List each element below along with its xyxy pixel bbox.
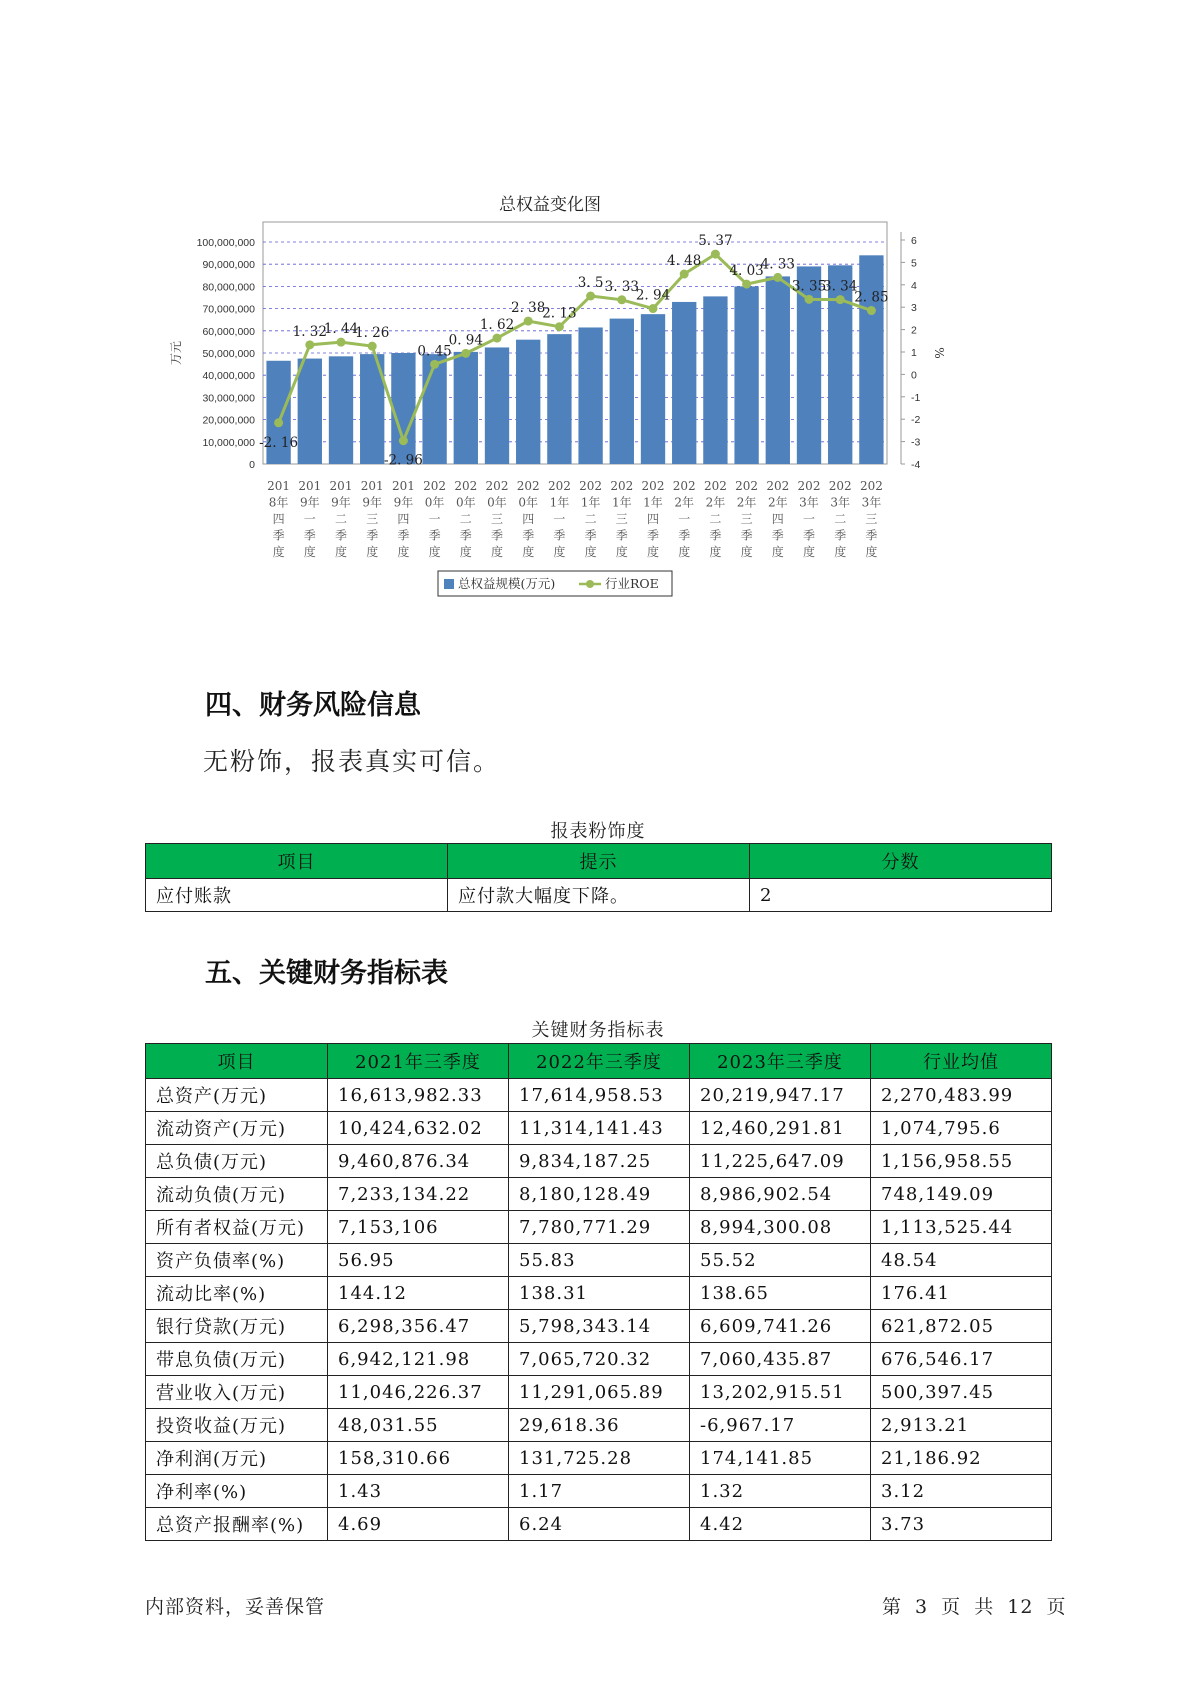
x-tick-label: 0年: [487, 495, 507, 510]
bar: [454, 352, 478, 464]
x-tick-label: 3年: [830, 495, 851, 510]
table-cell: 676,546.17: [871, 1343, 1052, 1376]
x-tick-label: 一: [678, 512, 691, 526]
table-cell: 总负债(万元): [146, 1145, 328, 1178]
bar: [422, 354, 446, 464]
table-cell: 1.43: [328, 1475, 509, 1508]
x-tick-label: 季: [397, 528, 410, 543]
y2-tick-label: 6: [911, 235, 917, 247]
y2-tick-label: 4: [911, 279, 917, 292]
y-tick-label: 90,000,000: [202, 259, 255, 272]
table-cell: 6,609,741.26: [690, 1310, 871, 1343]
roe-data-label: 3. 33: [604, 278, 639, 295]
x-tick-label: 季: [334, 528, 348, 543]
x-tick-label: 9年: [299, 495, 320, 510]
roe-point: [524, 317, 533, 326]
equity-chart: [150, 190, 950, 660]
table-cell: 748,149.09: [871, 1178, 1052, 1211]
table-caption-key-indicators: 关键财务指标表: [531, 1020, 665, 1041]
roe-data-label: -2. 96: [383, 452, 423, 469]
roe-data-label: 5. 37: [698, 233, 733, 250]
table-cell: 银行贷款(万元): [146, 1310, 328, 1343]
table-cell: 29,618.36: [509, 1409, 690, 1442]
table-cell: 8,180,128.49: [509, 1178, 690, 1211]
table-header-cell: 2022年三季度: [509, 1044, 690, 1079]
table-header-cell: 行业均值: [871, 1044, 1052, 1079]
x-tick-label: 202: [485, 479, 509, 493]
y2-tick-label: 3: [911, 302, 917, 315]
section-heading-financial-risk: 四、财务风险信息: [205, 690, 421, 721]
table-cell: 16,613,982.33: [328, 1079, 509, 1112]
x-tick-label: 1年: [643, 495, 663, 510]
x-tick-label: 季: [771, 528, 784, 543]
table-cell: 1,074,795.6: [871, 1112, 1052, 1145]
roe-point: [836, 295, 845, 304]
bar: [578, 327, 602, 464]
table-cell: 2: [750, 879, 1052, 912]
x-tick-label: 季: [522, 528, 535, 543]
x-tick-label: 202: [703, 479, 727, 493]
table-cell: 1.17: [509, 1475, 690, 1508]
roe-point: [274, 418, 283, 427]
x-tick-label: 四: [522, 512, 535, 526]
x-tick-label: 度: [272, 545, 285, 559]
x-tick-label: 1年: [611, 495, 632, 510]
roe-data-label: 1. 26: [355, 325, 390, 342]
key-indicators-table: [145, 1043, 1052, 1541]
table-cell: 17,614,958.53: [509, 1079, 690, 1112]
roe-data-label: 2. 94: [635, 287, 671, 304]
x-tick-label: 季: [678, 528, 691, 543]
y2-tick-label: 2: [911, 324, 917, 337]
x-tick-label: 季: [459, 528, 472, 543]
table-row: [146, 1376, 1052, 1409]
table-cell: 6,298,356.47: [328, 1310, 509, 1343]
x-tick-label: 季: [272, 528, 285, 543]
x-tick-label: 季: [428, 528, 441, 543]
table-row: [146, 1277, 1052, 1310]
roe-data-label: 2. 13: [542, 305, 577, 322]
x-tick-label: 0年: [518, 495, 539, 510]
y2-axis-label: %: [932, 347, 946, 359]
y-tick-label: 70,000,000: [202, 303, 255, 316]
x-tick-label: 2年: [705, 495, 726, 510]
x-tick-label: 三: [740, 512, 753, 526]
table-cell: 11,314,141.43: [509, 1112, 690, 1145]
roe-point: [742, 280, 751, 289]
x-tick-label: 1年: [580, 495, 601, 510]
table-cell: 1.32: [690, 1475, 871, 1508]
x-tick-label: 3年: [861, 495, 882, 510]
x-tick-label: 季: [865, 528, 878, 543]
table-cell: 4.69: [328, 1508, 509, 1541]
table-cell: 138.31: [509, 1277, 690, 1310]
table-caption-window-dressing: 报表粉饰度: [550, 821, 646, 842]
table-row: [146, 1310, 1052, 1343]
bar: [734, 286, 758, 464]
legend-bar-swatch: [444, 579, 454, 589]
table-header-cell: 项目: [146, 844, 448, 879]
y2-tick-label: -2: [911, 414, 921, 427]
table-cell: 144.12: [328, 1277, 509, 1310]
roe-point: [867, 306, 876, 315]
table-row: [146, 1244, 1052, 1277]
x-tick-label: 201: [267, 479, 291, 493]
table-row: [146, 1409, 1052, 1442]
roe-data-label: 4. 48: [667, 253, 702, 270]
x-tick-label: 201: [360, 479, 384, 493]
x-tick-label: 一: [553, 512, 566, 526]
x-tick-label: 二: [709, 512, 722, 526]
table-cell: 158,310.66: [328, 1442, 509, 1475]
y-tick-label: 10,000,000: [202, 436, 255, 449]
table-cell: 4.42: [690, 1508, 871, 1541]
footer-page-number: 第 3 页 共 12 页: [882, 1596, 1067, 1618]
roe-data-label: 1. 44: [323, 321, 359, 338]
x-tick-label: 度: [678, 545, 691, 559]
bar: [766, 276, 790, 464]
x-tick-label: 201: [298, 479, 322, 493]
roe-data-label: 3. 35: [791, 278, 827, 295]
x-tick-label: 度: [366, 545, 379, 559]
y2-tick-label: -1: [911, 391, 921, 404]
table-row: [146, 1343, 1052, 1376]
x-tick-label: 202: [579, 479, 603, 493]
table-cell: 8,994,300.08: [690, 1211, 871, 1244]
table-cell: 净利率(%): [146, 1475, 328, 1508]
table-cell: 9,834,187.25: [509, 1145, 690, 1178]
table-header-cell: 项目: [146, 1044, 328, 1079]
roe-point: [586, 292, 595, 301]
x-tick-label: 季: [740, 528, 753, 543]
x-tick-label: 度: [303, 545, 316, 559]
table-row: [146, 1475, 1052, 1508]
x-tick-label: 202: [516, 479, 540, 493]
table-cell: 流动资产(万元): [146, 1112, 328, 1145]
table-cell: 带息负债(万元): [146, 1343, 328, 1376]
x-tick-label: 四: [397, 512, 410, 526]
x-tick-label: 202: [735, 479, 759, 493]
roe-data-label: 4. 33: [760, 256, 795, 273]
roe-point: [711, 250, 720, 259]
roe-data-label: 1. 62: [479, 317, 515, 334]
roe-point: [680, 270, 689, 279]
x-tick-label: 一: [428, 512, 441, 526]
table-cell: 7,233,134.22: [328, 1178, 509, 1211]
table-cell: 8,986,902.54: [690, 1178, 871, 1211]
roe-point: [649, 304, 658, 313]
table-cell: 11,046,226.37: [328, 1376, 509, 1409]
footer-confidential: 内部资料，妥善保管: [145, 1596, 326, 1618]
legend-label-equity: 总权益规模(万元): [458, 576, 556, 591]
x-tick-label: 三: [366, 512, 379, 526]
x-tick-label: 202: [454, 479, 478, 493]
roe-data-label: -2. 16: [259, 434, 299, 451]
x-tick-label: 度: [459, 545, 472, 559]
roe-point: [461, 349, 470, 358]
x-tick-label: 二: [584, 512, 597, 526]
bar: [672, 302, 696, 464]
table-cell: 营业收入(万元): [146, 1376, 328, 1409]
x-tick-label: 度: [490, 545, 504, 559]
table-cell: 7,060,435.87: [690, 1343, 871, 1376]
roe-point: [430, 360, 439, 369]
table-cell: 174,141.85: [690, 1442, 871, 1475]
table-row: [146, 1442, 1052, 1475]
roe-data-label: 1. 32: [292, 323, 327, 340]
x-tick-label: 度: [397, 545, 410, 559]
roe-point: [805, 295, 814, 304]
y2-tick-label: 0: [911, 369, 917, 382]
x-tick-label: 一: [303, 512, 316, 526]
table-cell: 10,424,632.02: [328, 1112, 509, 1145]
table-cell: 所有者权益(万元): [146, 1211, 328, 1244]
table-row: [146, 1112, 1052, 1145]
table-cell: 12,460,291.81: [690, 1112, 871, 1145]
x-tick-label: 202: [547, 479, 571, 493]
roe-point: [617, 295, 626, 304]
table-cell: 总资产报酬率(%): [146, 1508, 328, 1541]
section-heading-key-indicators: 五、关键财务指标表: [205, 958, 448, 989]
y-tick-label: 0: [249, 459, 255, 471]
roe-point: [337, 338, 346, 347]
table-cell: 6.24: [509, 1508, 690, 1541]
table-cell: 应付款大幅度下降。: [448, 879, 750, 912]
table-cell: 资产负债率(%): [146, 1244, 328, 1277]
table-cell: 1,156,958.55: [871, 1145, 1052, 1178]
table-cell: 131,725.28: [509, 1442, 690, 1475]
x-tick-label: 二: [334, 512, 348, 526]
table-cell: 621,872.05: [871, 1310, 1052, 1343]
x-tick-label: 度: [522, 545, 535, 559]
x-tick-label: 202: [859, 479, 883, 493]
table-cell: 11,225,647.09: [690, 1145, 871, 1178]
y-tick-label: 80,000,000: [202, 281, 255, 294]
roe-data-label: 0. 94: [448, 332, 483, 349]
table-header-cell: 提示: [448, 844, 750, 879]
x-tick-label: 度: [584, 545, 597, 559]
x-tick-label: 度: [771, 545, 784, 559]
table-cell: 2,913.21: [871, 1409, 1052, 1442]
table-cell: 176.41: [871, 1277, 1052, 1310]
x-tick-label: 季: [709, 528, 722, 543]
table-header-cell: 2023年三季度: [690, 1044, 871, 1079]
x-tick-label: 度: [709, 545, 722, 559]
x-tick-label: 度: [428, 545, 441, 559]
table-cell: 7,065,720.32: [509, 1343, 690, 1376]
table-cell: 55.83: [509, 1244, 690, 1277]
x-tick-label: 9年: [331, 495, 351, 510]
x-tick-label: 三: [865, 512, 878, 526]
y-tick-label: 50,000,000: [202, 348, 255, 360]
x-tick-label: 四: [272, 512, 285, 526]
x-tick-label: 度: [740, 545, 753, 559]
roe-data-label: 3. 5: [577, 275, 604, 291]
table-header-cell: 分数: [750, 844, 1052, 879]
table-cell: 20,219,947.17: [690, 1079, 871, 1112]
legend-point-swatch: [586, 580, 594, 588]
table-cell: 5,798,343.14: [509, 1310, 690, 1343]
y-tick-label: 40,000,000: [202, 370, 255, 383]
bar: [391, 353, 415, 464]
table-cell: 13,202,915.51: [690, 1376, 871, 1409]
y2-tick-label: -4: [911, 459, 921, 471]
table-cell: 55.52: [690, 1244, 871, 1277]
roe-data-label: 2. 85: [854, 289, 889, 306]
x-tick-label: 季: [584, 528, 597, 543]
x-tick-label: 9年: [393, 495, 414, 510]
roe-point: [368, 342, 377, 351]
table-row: [146, 1508, 1052, 1541]
x-tick-label: 202: [423, 479, 447, 493]
x-tick-label: 三: [490, 512, 504, 526]
x-tick-label: 202: [672, 479, 696, 493]
table-row: [146, 1145, 1052, 1178]
x-tick-label: 季: [553, 528, 566, 543]
x-tick-label: 度: [802, 545, 816, 559]
y-tick-label: 100,000,000: [196, 237, 255, 249]
table-cell: 3.12: [871, 1475, 1052, 1508]
x-tick-label: 季: [615, 528, 628, 543]
roe-data-label: 4. 03: [729, 263, 764, 280]
x-tick-label: 三: [615, 512, 628, 526]
y2-tick-label: 5: [911, 257, 917, 270]
x-tick-label: 2年: [767, 495, 788, 510]
roe-point: [493, 334, 502, 343]
bar: [547, 334, 571, 464]
x-tick-label: 2年: [736, 495, 757, 510]
chart-svg: [150, 190, 950, 660]
table-cell: 应付账款: [146, 879, 448, 912]
table-header-cell: 2021年三季度: [328, 1044, 509, 1079]
x-tick-label: 二: [834, 512, 847, 526]
table-cell: 流动负债(万元): [146, 1178, 328, 1211]
bar: [859, 255, 883, 464]
roe-data-label: 2. 38: [511, 300, 546, 317]
y-tick-label: 30,000,000: [202, 392, 255, 405]
y2-tick-label: -3: [911, 436, 921, 449]
x-tick-label: 202: [766, 479, 790, 493]
table-cell: 11,291,065.89: [509, 1376, 690, 1409]
table-cell: 500,397.45: [871, 1376, 1052, 1409]
bar: [516, 340, 540, 464]
table-cell: 6,942,121.98: [328, 1343, 509, 1376]
x-tick-label: 季: [802, 528, 816, 543]
x-tick-label: 度: [646, 545, 660, 559]
x-tick-label: 2年: [674, 495, 695, 510]
x-tick-label: 季: [303, 528, 316, 543]
bar: [610, 319, 634, 464]
table-cell: 7,153,106: [328, 1211, 509, 1244]
table-cell: 净利润(万元): [146, 1442, 328, 1475]
financial-risk-text: 无粉饰，报表真实可信。: [203, 747, 501, 776]
x-tick-label: 0年: [424, 495, 445, 510]
bar: [298, 359, 322, 464]
x-tick-label: 202: [797, 479, 821, 493]
x-tick-label: 1年: [549, 495, 570, 510]
table-cell: 投资收益(万元): [146, 1409, 328, 1442]
bar: [329, 356, 353, 464]
roe-data-label: 0. 45: [417, 343, 452, 360]
x-tick-label: 度: [834, 545, 847, 559]
bar: [485, 347, 509, 464]
table-cell: 流动比率(%): [146, 1277, 328, 1310]
x-tick-label: 度: [865, 545, 878, 559]
x-tick-label: 一: [802, 512, 816, 526]
x-tick-label: 3年: [799, 495, 819, 510]
x-tick-label: 季: [490, 528, 504, 543]
x-tick-label: 度: [553, 545, 566, 559]
y2-tick-label: 1: [911, 347, 917, 359]
x-tick-label: 201: [391, 479, 415, 493]
table-cell: 48,031.55: [328, 1409, 509, 1442]
x-tick-label: 202: [828, 479, 852, 493]
x-tick-label: 季: [834, 528, 847, 543]
roe-point: [773, 273, 782, 282]
table-cell: 56.95: [328, 1244, 509, 1277]
y-tick-label: 60,000,000: [202, 325, 255, 338]
x-tick-label: 度: [615, 545, 628, 559]
table-row: [146, 1079, 1052, 1112]
table-cell: -6,967.17: [690, 1409, 871, 1442]
table-cell: 3.73: [871, 1508, 1052, 1541]
x-tick-label: 201: [329, 479, 353, 493]
table-cell: 138.65: [690, 1277, 871, 1310]
table-cell: 1,113,525.44: [871, 1211, 1052, 1244]
x-tick-label: 二: [459, 512, 472, 526]
bar: [703, 296, 727, 464]
table-cell: 7,780,771.29: [509, 1211, 690, 1244]
x-tick-label: 四: [646, 512, 660, 526]
table-cell: 总资产(万元): [146, 1079, 328, 1112]
x-tick-label: 四: [771, 512, 784, 526]
legend-label-roe: 行业ROE: [605, 576, 659, 591]
table-row: [146, 1211, 1052, 1244]
roe-point: [555, 322, 564, 331]
x-tick-label: 度: [334, 545, 348, 559]
y-axis-label: 万元: [169, 340, 183, 366]
x-tick-label: 9年: [362, 495, 383, 510]
roe-point: [399, 436, 408, 445]
x-tick-label: 202: [610, 479, 634, 493]
x-tick-label: 季: [366, 528, 379, 543]
x-tick-label: 季: [646, 528, 660, 543]
y-tick-label: 20,000,000: [202, 414, 255, 427]
x-tick-label: 8年: [268, 495, 289, 510]
roe-point: [305, 340, 314, 349]
x-tick-label: 0年: [455, 495, 476, 510]
chart-title: 总权益变化图: [499, 195, 601, 215]
table-row: [146, 1178, 1052, 1211]
x-tick-label: 202: [641, 479, 665, 493]
table-cell: 2,270,483.99: [871, 1079, 1052, 1112]
table-cell: 9,460,876.34: [328, 1145, 509, 1178]
roe-data-label: 3. 34: [823, 278, 858, 295]
table-cell: 48.54: [871, 1244, 1052, 1277]
bar: [641, 314, 665, 464]
table-cell: 21,186.92: [871, 1442, 1052, 1475]
window-dressing-table: [145, 843, 1052, 912]
table-row: [146, 879, 1052, 912]
